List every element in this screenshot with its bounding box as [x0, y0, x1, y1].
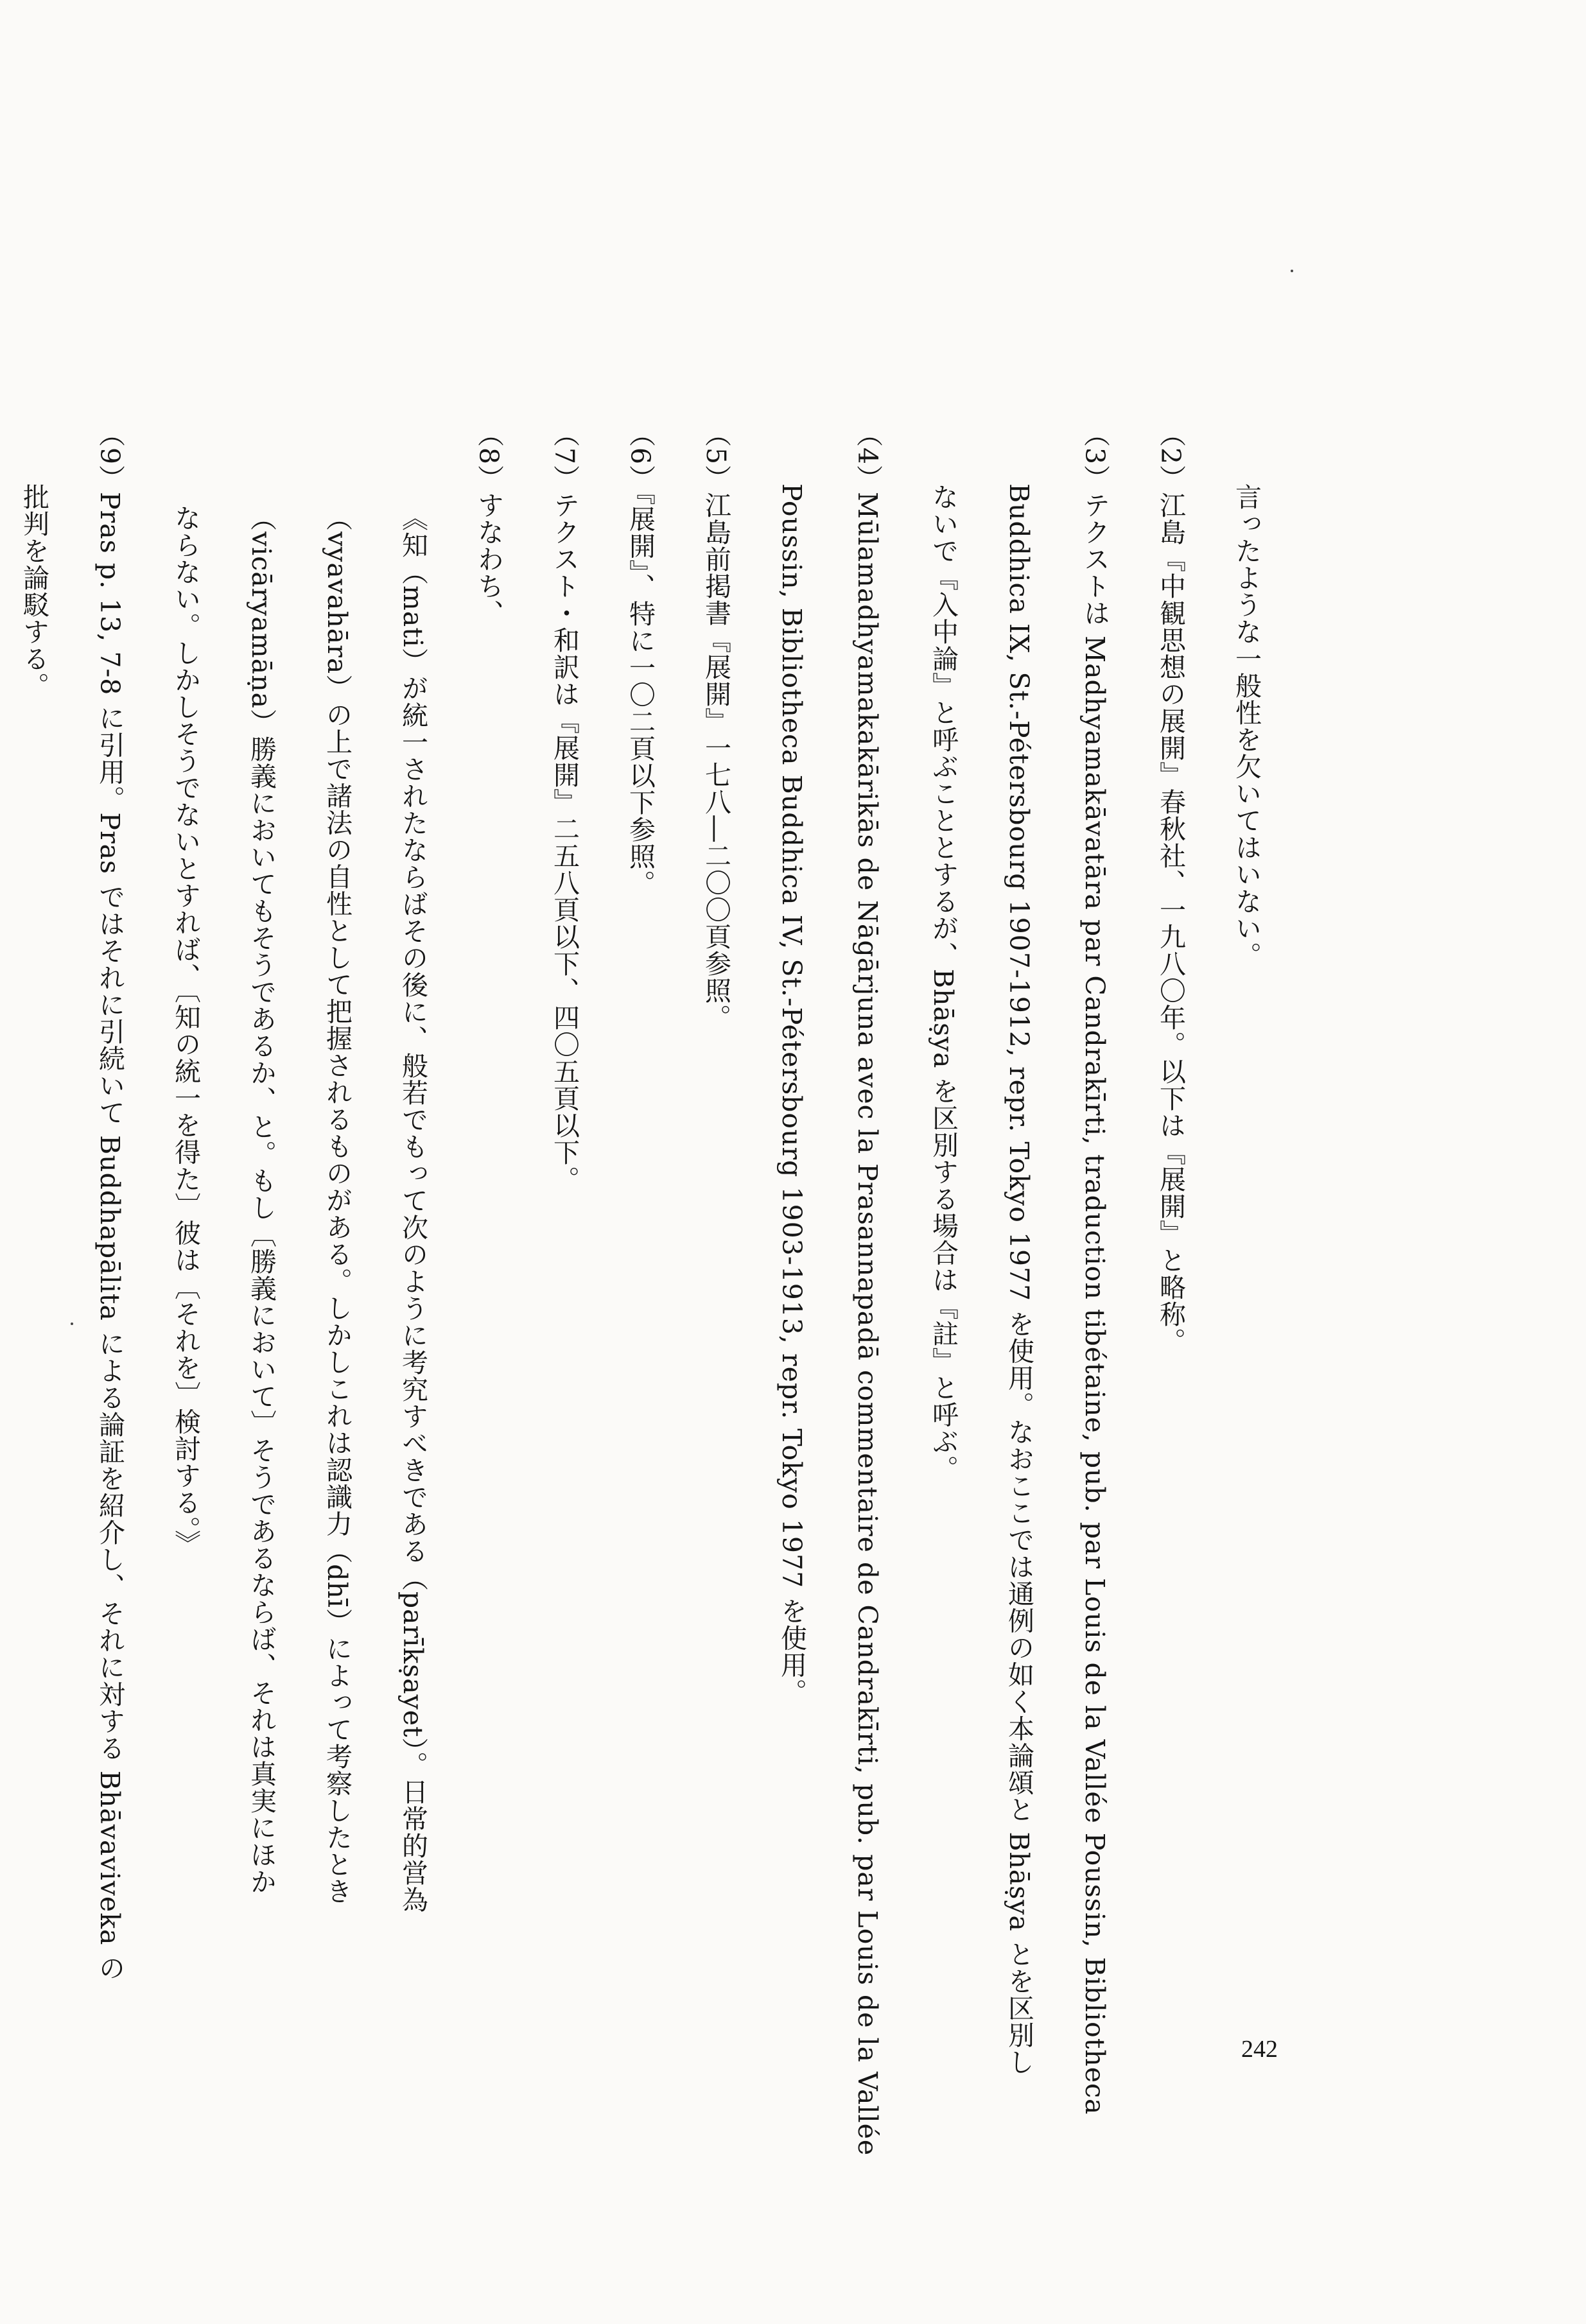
text-line: 言ったような一般性を欠いてはいない。	[1231, 483, 1262, 969]
quote-line-1: 《知（mati）が統一されたならばその後に、般若でもって次のように考究すべきである（parīkṣayet）。日常的営為	[397, 505, 428, 1914]
quote-line-2: （vyavahāra）の上で諸法の自性として把握されるものがある。しかしこれは認識力（dhī）によって考察したとき	[322, 505, 353, 1905]
note-3: （3）テクストは Madhyamakāvatāra par Candrakīrti, traduction tibétaine, pub. par Louis de la Vallée Poussin, Bibliotheca	[1079, 421, 1110, 2115]
note-9-cont: 批判を論駁する。	[19, 483, 49, 700]
quote-line-4: ならない。しかしそうでないとすれば、〔知の統一を得た〕彼は〔それを〕検討する。》	[170, 505, 201, 1557]
note-3-cont-2: ないで『入中論』と呼ぶこととするが、Bhāṣya を区別する場合は『註』と呼ぶ。	[928, 483, 959, 1483]
note-6: （6）『展開』、特に一〇二頁以下参照。	[625, 421, 656, 898]
note-9: （9）Pras p. 13, 7-8 に引用。Pras ではそれに引続いて Buddhapālita による論証を紹介し、それに対する Bhāvaviveka の	[94, 421, 125, 1982]
scan-speck	[1291, 270, 1293, 272]
note-7: （7）テクスト・和訳は『展開』二五八頁以下、四〇五頁以下。	[549, 421, 580, 1193]
scan-speck	[71, 1322, 73, 1325]
note-4-cont: Poussin, Bibliotheca Buddhica IV, St.-Pétersbourg 1903-1913, repr. Tokyo 1977 を使用。	[776, 483, 807, 1706]
note-4: （4）Mūlamadhyamakakārikās de Nāgārjuna avec la Prasannapadā commentaire de Candrakīrti, pub. par Louis de la Vallée	[852, 421, 883, 2156]
quote-line-3: （vicāryamāṇa）勝義においてもそうであるか、と。もし〔勝義において〕そうであるならば、それは真実にほか	[246, 505, 277, 1896]
page-number: 242	[1241, 2036, 1278, 2063]
note-8: （8）すなわち、	[473, 421, 504, 627]
note-2: （2）江島『中観思想の展開』春秋社、一九八〇年。以下は『展開』と略称。	[1155, 421, 1186, 1355]
note-5: （5）江島前掲書『展開』一七八―二〇〇頁参照。	[701, 421, 731, 1032]
note-3-cont-1: Buddhica IX, St.-Pétersbourg 1907-1912, repr. Tokyo 1977 を使用。なおここでは通例の如く本論頌と Bhāṣya とを区別し	[1004, 483, 1034, 2076]
